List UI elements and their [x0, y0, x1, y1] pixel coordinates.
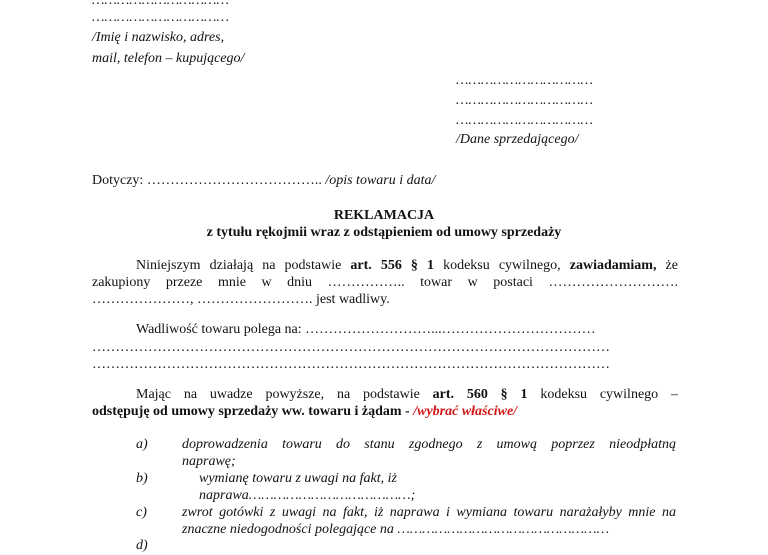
option-a-line-2: naprawę; — [182, 454, 236, 469]
seller-label: /Dane sprzedającego/ — [456, 132, 579, 147]
option-d-letter: d) — [136, 538, 148, 553]
option-c-line-1: zwrot gotówki z uwagi na fakt, iż naprawa i wymiana towaru narażałyby mnie na — [182, 505, 676, 520]
p2-line-2: ………………………………………………………………………………………………… — [92, 340, 610, 355]
p3-line-2: odstępuję od umowy sprzedaży ww. towaru i żądam - /wybrać właściwe/ — [92, 404, 518, 419]
option-b-line-2: naprawa…………………………………; — [199, 488, 416, 503]
option-b-line-1: wymianę towaru z uwagi na fakt, iż — [199, 471, 397, 486]
buyer-dots-1: …………………………… — [92, 0, 229, 8]
option-c-letter: c) — [136, 505, 147, 520]
regarding-label: /opis towaru i data/ — [325, 173, 436, 188]
seller-dots-1: …………………………… — [456, 73, 593, 88]
option-b-letter: b) — [136, 471, 148, 486]
seller-dots-3: …………………………… — [456, 113, 593, 128]
seller-dots-2: …………………………… — [456, 93, 593, 108]
option-c-line-2: znaczne niedogodności polegające na …………………………………………… — [182, 522, 610, 537]
p1-line-3: …………………, ……………………. jest wadliwy. — [92, 292, 390, 307]
buyer-label-2: mail, telefon – kupującego/ — [92, 51, 245, 66]
p1-line-1: Niniejszym działają na podstawie art. 556 § 1 kodeksu cywilnego, zawiadamiam, że — [136, 258, 678, 273]
option-a-letter: a) — [136, 437, 148, 452]
option-a-line-1: doprowadzenia towaru do stanu zgodnego z umową poprzez nieodpłatną — [182, 437, 676, 452]
p1-line-2: zakupiony przeze mnie w dniu …………….. towar w postaci ………………………. — [92, 275, 678, 290]
p2-line-1: Wadliwość towaru polega na: ………………………...…………………………… — [136, 322, 596, 337]
regarding-line — [92, 172, 435, 190]
buyer-label-1: /Imię i nazwisko, adres, — [92, 30, 225, 45]
p2-line-3: ………………………………………………………………………………………………… — [92, 357, 610, 372]
document-title: REKLAMACJA — [333, 208, 435, 223]
document-subtitle: z tytułu rękojmii wraz z odstąpieniem od umowy sprzedaży — [206, 225, 562, 240]
buyer-dots-2: …………………………… — [92, 10, 229, 25]
regarding-prefix: Dotyczy: ……………………………….. — [92, 173, 326, 188]
p3-line-1: Mając na uwadze powyższe, na podstawie art. 560 § 1 kodeksu cywilnego – — [136, 387, 678, 402]
